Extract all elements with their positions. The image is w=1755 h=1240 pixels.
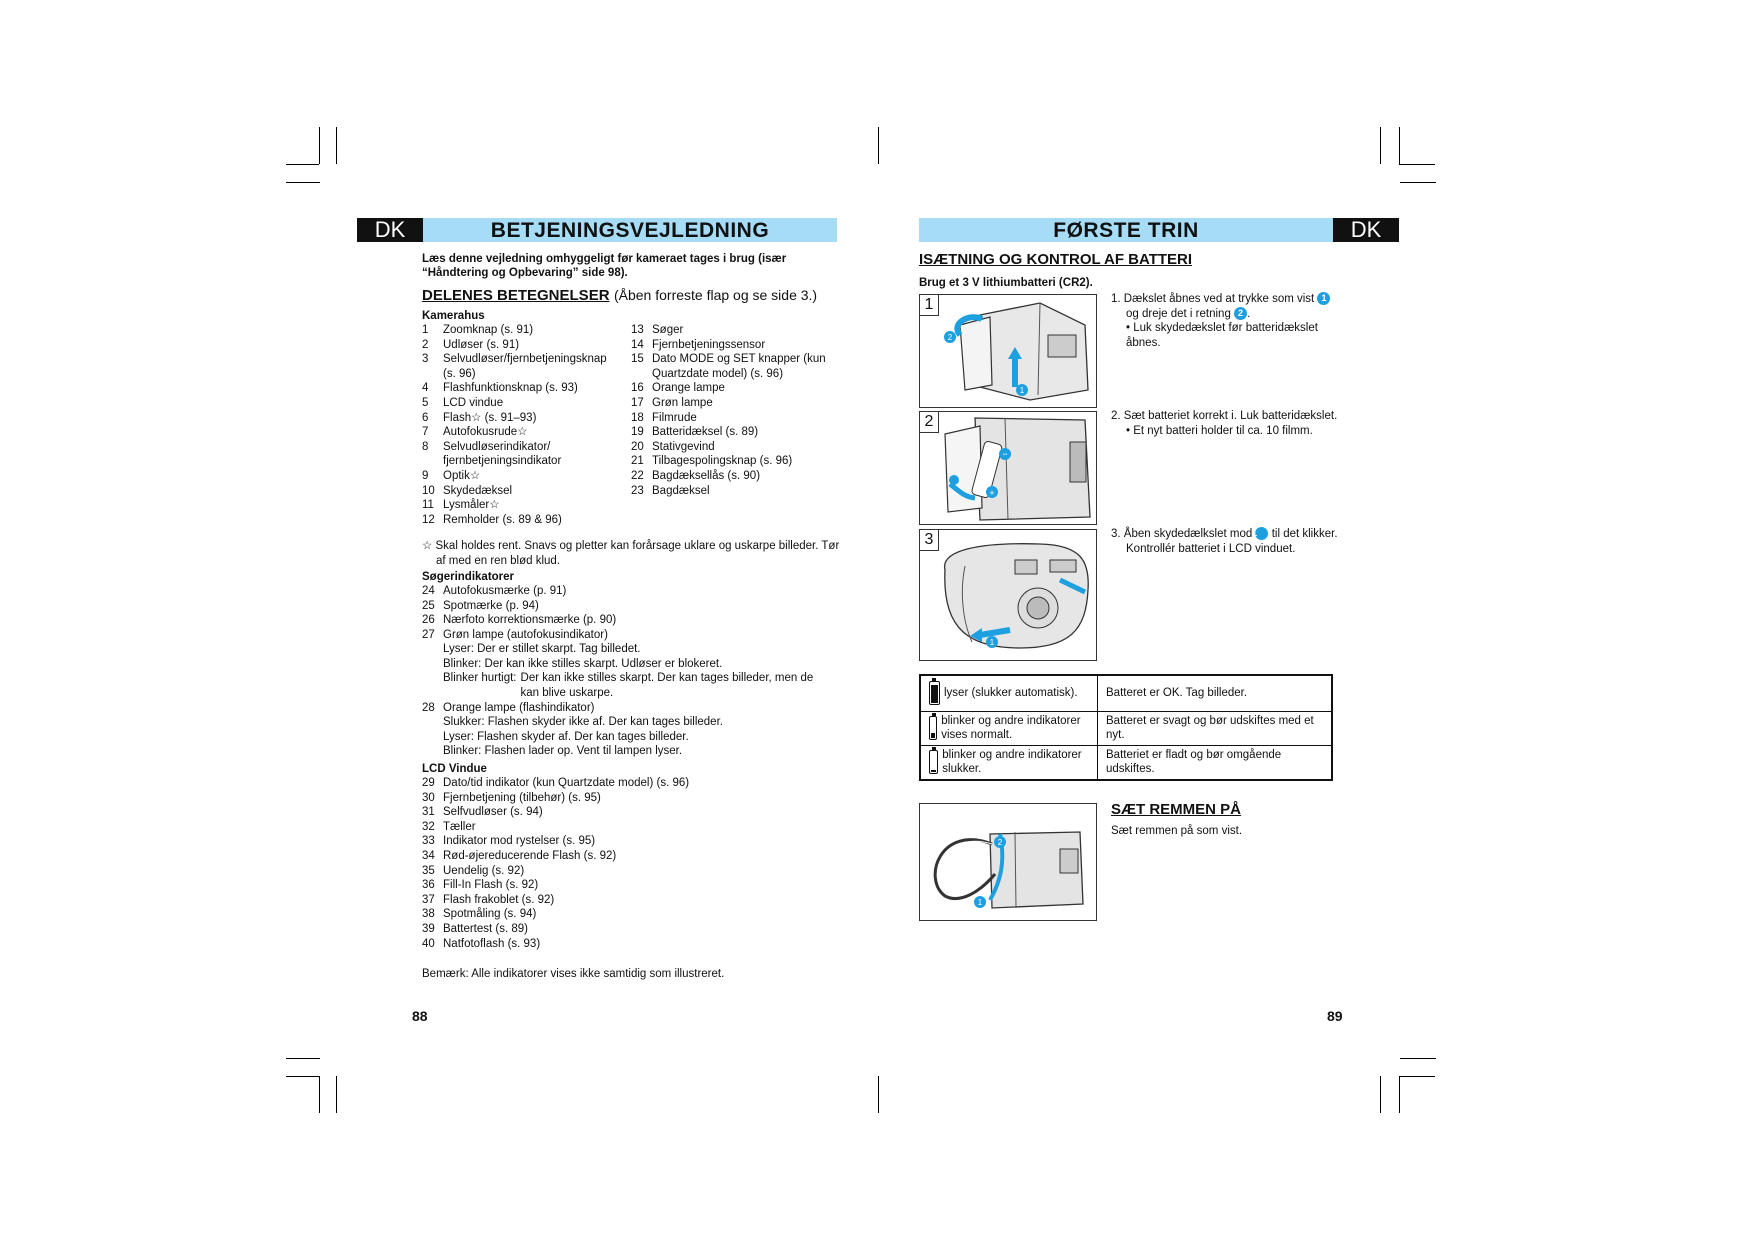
svg-text:1: 1 [1019,386,1025,395]
camera-body-list-1 [422,323,612,527]
list-item [422,628,842,643]
battery-indicator-cell [920,675,1098,711]
language-tab: DK [1333,218,1399,242]
item-text: Autofokusmærke (p. 91) [443,585,567,597]
list-item [422,820,842,835]
item-text: Spotmåling (s. 94) [443,908,537,921]
list-item [422,834,842,849]
list-item [422,599,842,614]
item-number: 22 [631,469,644,482]
item-text: Grøn lampe (autofokusindikator) [443,628,608,641]
remark: Bemærk: Alle indikatorer vises ikke samtidig som illustreret. [422,968,725,980]
battery-indicator-text: blinker og andre indikatorer vises normalt. [941,715,1081,741]
badge-2-icon: 2 [1234,307,1247,320]
list-item [422,396,612,411]
battery-status-text: Batteret er OK. Tag billeder. [1098,675,1333,711]
orange-lamp-blink: Blinker: Flashen lader op. Vent til lampen lyser. [443,745,683,758]
language-tab: DK [357,218,423,242]
list-item [422,805,842,820]
item-number: 23 [631,484,644,497]
step-1-text-b: og dreje det i retning [1126,307,1231,320]
list-item [422,440,612,469]
page-title: BETJENINGSVEJLEDNING [423,218,837,242]
item-number: 18 [631,411,644,424]
item-text: Flash frakoblet (s. 92) [443,893,555,906]
item-number: 9 [422,469,429,482]
star-note-text: ☆ Skal holdes rent. Snavs og pletter kan forårsage uklare og uskarpe billeder. Tør af med en ren blød klud. [422,540,840,567]
item-number: 2 [422,338,429,351]
item-text: Lysmåler☆ [443,499,500,512]
list-item [631,338,831,353]
item-number: 39 [422,922,435,935]
list-item [422,849,842,864]
camera-body-heading: Kamerahus [422,310,485,322]
item-text: Zoomknap (s. 91) [443,324,534,336]
item-number: 11 [422,499,434,512]
item-number: 24 [422,585,435,597]
item-text: Bagdæksel [652,484,710,497]
step-3 [1111,527,1341,556]
item-text: Dato MODE og SET knapper (kun Quartzdate model) (s. 96) [652,353,826,380]
item-text: Selvudløserindikator/ fjernbetjeningsindikator [443,440,562,468]
item-28 [422,701,842,716]
item-number: 40 [422,937,435,950]
list-item [422,907,842,922]
svg-text:2: 2 [997,838,1003,847]
battery-icon [929,750,938,774]
step-3-text-b: til det klikker. Kontrollér batteriet i LCD vinduet. [1126,528,1338,555]
list-item [631,425,831,440]
item-text: Rød-øjereducerende Flash (s. 92) [443,849,617,862]
step-2-bullet: • Et nyt batteri holder til ca. 10 filmm. [1126,424,1313,437]
item-number: 25 [422,599,435,612]
item-number: 14 [631,338,644,351]
item-number: 8 [422,440,429,453]
battery-indicator-cell [920,745,1098,780]
item-text: Søger [652,324,684,336]
green-lamp-blink: Blinker: Der kan ikke stilles skarpt. Udløser er blokeret. [443,657,723,670]
item-number: 31 [422,806,435,819]
list-item [631,469,831,484]
item-text: Skydedæksel [443,484,513,497]
page-number: 89 [1327,1008,1343,1024]
badge-1-icon: 1 [1255,527,1268,540]
list-item [631,411,831,426]
parts-heading-title: DELENES BETEGNELSER [422,287,610,304]
battery-indicator-text: lyser (slukker automatisk). [944,687,1078,700]
item-number: 4 [422,382,429,395]
green-lamp-states [443,642,843,700]
step-1-text-a: 1. Dækslet åbnes ved at trykke som vist [1111,293,1315,305]
list-item [422,791,842,806]
list-item [631,323,831,338]
item-number: 36 [422,879,435,892]
list-item [631,381,831,396]
item-text: Stativgevind [652,440,715,453]
item-text: Batteridæksel (s. 89) [652,426,759,439]
item-number: 5 [422,396,429,409]
item-number: 35 [422,864,435,877]
svg-text:−: − [1002,449,1008,459]
svg-text:1: 1 [977,898,983,907]
list-item [631,352,831,381]
list-item [422,484,612,499]
battery-indicator-text: blinker og andre indikatorer slukker. [942,749,1082,776]
item-text: Dato/tid indikator (kun Quartzdate model) (s. 96) [443,777,690,789]
parts-heading-note: (Åben forreste flap og se side 3.) [613,287,818,303]
green-lamp-fast-text: Der kan ikke stilles skarpt. Der kan tages billeder, men de kan blive uskarpe. [520,672,814,699]
battery-icon [929,681,940,705]
item-number: 10 [422,484,435,497]
list-item [422,864,842,879]
item-text: Fill-In Flash (s. 92) [443,879,539,892]
table-row [920,711,1332,745]
camera-body-list-2 [631,323,831,498]
list-item [422,498,612,513]
item-number: 38 [422,908,435,921]
item-text: Autofokusrude☆ [443,426,528,439]
intro-text: Læs denne vejledning omhyggeligt før kameraet tages i brug (især “Håndtering og Opbevaring” side 98). [422,253,787,279]
lcd-heading: LCD Vindue [422,763,487,775]
strap-text: Sæt remmen på som vist. [1111,825,1243,837]
list-item [631,484,831,499]
parts-heading [422,287,842,305]
orange-lamp-on: Lyser: Flashen skyder af. Der kan tages billeder. [443,730,689,743]
badge-1-icon: 1 [1317,292,1330,305]
item-text: Indikator mod rystelser (s. 95) [443,835,596,848]
list-item [422,381,612,396]
svg-text:2: 2 [947,333,953,342]
battery-icon [929,716,937,740]
item-number: 26 [422,614,435,627]
item-number: 1 [422,324,429,336]
item-number: 32 [422,820,435,833]
item-text: Remholder (s. 89 & 96) [443,513,562,526]
item-number: 16 [631,382,644,395]
orange-lamp-states [443,715,843,759]
battery-heading: ISÆTNING OG KONTROL AF BATTERI [919,251,1193,268]
item-number: 20 [631,440,644,453]
step-3-text-a: 3. Åben skydedælkslet mod [1111,528,1253,540]
step-1: 1. Dækslet åbnes ved at trykke som vist 1 og dreje det i retning 2 . • Luk skydedækslet før batteridækslet åbnes. [1111,292,1351,350]
list-item [422,411,612,426]
figure-number: 1 [920,295,939,316]
list-item [422,323,612,338]
item-text: Grøn lampe [652,396,713,409]
item-text: Optik☆ [443,469,481,482]
item-number: 13 [631,324,644,336]
list-item [422,922,842,937]
list-item [631,440,831,455]
item-text: Orange lampe (flashindikator) [443,702,595,714]
figure-attach-strap [919,803,1097,921]
figure-number: 3 [920,530,939,551]
camera-illustration [920,412,1096,524]
item-number: 29 [422,777,435,789]
page-number: 88 [412,1008,428,1024]
item-text: Natfotoflash (s. 93) [443,937,541,950]
figure-insert-battery [919,411,1097,525]
item-number: 15 [631,353,644,366]
list-item [422,338,612,353]
item-text: Bagdæksellås (s. 90) [652,469,761,482]
battery-status-text: Batteret er svagt og bør udskiftes med et nyt. [1098,711,1333,745]
lcd-list [422,776,842,951]
list-item [422,776,842,791]
camera-illustration [920,530,1096,660]
battery-type: Brug et 3 V lithiumbatteri (CR2). [919,277,1093,289]
battery-status-table [919,674,1333,781]
item-number: 7 [422,426,429,439]
table-row [920,675,1332,711]
item-text: Udløser (s. 91) [443,338,520,351]
item-number: 30 [422,791,435,804]
item-number: 27 [422,628,435,641]
green-lamp-fast-label: Blinker hurtigt: [443,672,517,685]
item-number: 34 [422,849,435,862]
item-text: Tæller [443,820,476,833]
item-text: Nærfoto korrektionsmærke (p. 90) [443,614,617,627]
green-lamp-on: Lyser: Der er stillet skarpt. Tag billedet. [443,643,641,655]
step-1-bullet: • Luk skydedækslet før batteridækslet åbnes. [1126,322,1318,349]
item-number: 17 [631,396,644,409]
item-text: LCD vindue [443,396,504,409]
strap-illustration [920,804,1096,920]
item-text: Uendelig (s. 92) [443,864,525,877]
figure-open-lens-cover [919,529,1097,661]
figure-number: 2 [920,412,939,433]
green-lamp-fast [443,671,843,700]
list-item [422,352,612,381]
battery-indicator-cell [920,711,1098,745]
item-text: Selfvudløser (s. 94) [443,806,543,819]
list-item [422,613,842,628]
item-number: 19 [631,426,644,439]
viewfinder-list [422,584,842,642]
item-number: 33 [422,835,435,848]
item-number: 28 [422,702,435,714]
svg-text:+: + [989,488,995,498]
table-row [920,745,1332,780]
list-item [422,584,842,599]
list-item [422,893,842,908]
star-note [422,539,848,568]
item-text: Flashfunktionsknap (s. 93) [443,382,578,395]
page-title: FØRSTE TRIN [919,218,1333,242]
orange-lamp-off: Slukker: Flashen skyder ikke af. Der kan tages billeder. [443,716,723,728]
list-item [422,425,612,440]
list-item [422,878,842,893]
strap-heading: SÆT REMMEN PÅ [1111,801,1242,818]
viewfinder-heading: Søgerindikatorer [422,571,515,583]
item-number: 3 [422,353,429,366]
battery-status-text: Batteriet er fladt og bør omgående udskiftes. [1098,745,1333,780]
item-text: Filmrude [652,411,697,424]
svg-text:1: 1 [989,638,995,647]
item-text: Selvudløser/fjernbetjeningsknap (s. 96) [443,353,607,380]
item-text: Orange lampe [652,382,725,395]
list-item [422,937,842,952]
step-2 [1111,409,1341,438]
figure-open-battery-cover [919,294,1097,408]
camera-illustration [920,295,1096,407]
item-number: 6 [422,411,429,424]
item-number: 21 [631,455,644,468]
item-number: 12 [422,513,435,526]
item-text: Battertest (s. 89) [443,922,529,935]
item-text: Flash☆ (s. 91–93) [443,411,537,424]
item-text: Spotmærke (p. 94) [443,599,539,612]
list-item [631,396,831,411]
item-text: Fjernbetjening (tilbehør) (s. 95) [443,791,601,804]
list-item [422,469,612,484]
item-text: Fjernbetjeningssensor [652,338,766,351]
list-item [422,513,612,528]
item-number: 37 [422,893,435,906]
item-text: Tilbagespolingsknap (s. 96) [652,455,793,468]
list-item [631,454,831,469]
step-2-text: 2. Sæt batteriet korrekt i. Luk batteridækslet. [1111,410,1338,422]
